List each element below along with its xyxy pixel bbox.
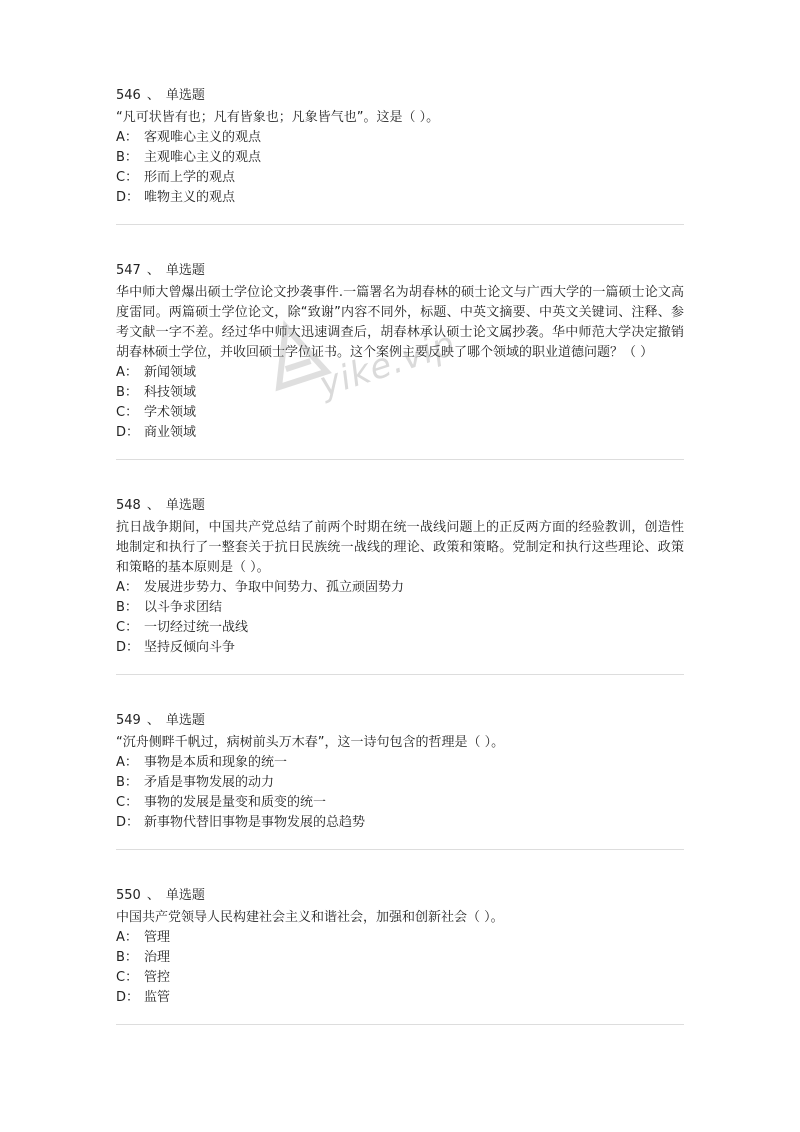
question-number: 547 xyxy=(116,263,141,278)
question-separator: 、 xyxy=(146,263,160,278)
option-letter: C： xyxy=(116,170,139,185)
question-header xyxy=(116,261,684,281)
question-number: 548 xyxy=(116,498,141,513)
option-letter: B： xyxy=(116,950,138,965)
question-number: 550 xyxy=(116,888,141,903)
option-letter: C： xyxy=(116,795,139,810)
option-a xyxy=(116,363,684,383)
question-separator: 、 xyxy=(146,88,160,103)
option-letter: A： xyxy=(116,930,138,945)
question-type: 单选题 xyxy=(165,713,205,728)
option-letter: B： xyxy=(116,150,138,165)
option-text: 管控 xyxy=(144,970,171,985)
option-b xyxy=(116,598,684,618)
option-text: 客观唯心主义的观点 xyxy=(144,130,262,145)
option-a xyxy=(116,928,684,948)
option-text: 坚持反倾向斗争 xyxy=(144,640,236,655)
question-header xyxy=(116,496,684,516)
option-d xyxy=(116,813,684,833)
question-number: 546 xyxy=(116,88,141,103)
question-separator: 、 xyxy=(146,713,160,728)
option-letter: B： xyxy=(116,385,138,400)
option-b xyxy=(116,148,684,168)
option-text: 唯物主义的观点 xyxy=(144,190,236,205)
option-letter: D： xyxy=(116,190,140,205)
watermark-text: yike.vip xyxy=(314,323,461,406)
question-stem: 华中师大曾爆出硕士学位论文抄袭事件.一篇署名为胡春林的硕士论文与广西大学的一篇硕士论文高度雷同。两篇硕士学位论文，除“致谢”内容不同外，标题、中英文摘要、中英文关键词、注释、参考文献一字不差。经过华中师大迅速调查后，胡春林承认硕士论文属抄袭。华中师范大学决定撤销胡春林硕士学位，并收回硕士学位证书。这个案例主要反映了哪个领域的职业道德问题？（ ） xyxy=(116,285,684,360)
option-a xyxy=(116,753,684,773)
option-text: 事物的发展是量变和质变的统一 xyxy=(144,795,327,810)
question-separator: 、 xyxy=(146,498,160,513)
option-letter: D： xyxy=(116,425,140,440)
option-text: 形而上学的观点 xyxy=(144,170,236,185)
question-stem: “沉舟侧畔千帆过，病树前头万木春”，这一诗句包含的哲理是（ ）。 xyxy=(116,735,505,750)
option-c xyxy=(116,968,684,988)
question-stem: 中国共产党领导人民构建社会主义和谐社会，加强和创新社会（ ）。 xyxy=(116,910,504,925)
option-text: 商业领域 xyxy=(144,425,197,440)
option-letter: C： xyxy=(116,620,139,635)
question-type: 单选题 xyxy=(165,263,205,278)
question-type: 单选题 xyxy=(165,88,205,103)
option-letter: B： xyxy=(116,775,138,790)
option-b xyxy=(116,383,684,403)
question-stem: “凡可状皆有也；凡有皆象也；凡象皆气也”。这是（ ）。 xyxy=(116,110,440,125)
question-549 xyxy=(116,703,684,850)
option-text: 监管 xyxy=(144,990,171,1005)
option-letter: C： xyxy=(116,405,139,420)
option-text: 新闻领域 xyxy=(144,365,197,380)
question-547 xyxy=(116,253,684,460)
option-b xyxy=(116,773,684,793)
option-letter: D： xyxy=(116,640,140,655)
option-letter: B： xyxy=(116,600,138,615)
option-text: 治理 xyxy=(144,950,171,965)
option-text: 管理 xyxy=(144,930,171,945)
option-c xyxy=(116,618,684,638)
option-letter: A： xyxy=(116,130,138,145)
question-number: 549 xyxy=(116,713,141,728)
option-text: 发展进步势力、争取中间势力、孤立顽固势力 xyxy=(144,580,405,595)
question-stem: 抗日战争期间，中国共产党总结了前两个时期在统一战线问题上的正反两方面的经验教训，创造性地制定和执行了一整套关于抗日民族统一战线的理论、政策和策略。党制定和执行这些理论、政策和策略的基本原则是（ ）。 xyxy=(116,520,684,575)
option-d xyxy=(116,638,684,658)
option-c xyxy=(116,403,684,423)
option-a xyxy=(116,128,684,148)
option-letter: A： xyxy=(116,365,138,380)
question-type: 单选题 xyxy=(165,498,205,513)
question-list xyxy=(116,78,684,1053)
question-type: 单选题 xyxy=(165,888,205,903)
option-d xyxy=(116,423,684,443)
option-text: 一切经过统一战线 xyxy=(144,620,249,635)
option-a xyxy=(116,578,684,598)
question-548 xyxy=(116,488,684,675)
question-546 xyxy=(116,78,684,225)
question-550 xyxy=(116,878,684,1025)
option-letter: D： xyxy=(116,815,140,830)
option-text: 科技领域 xyxy=(144,385,197,400)
option-letter: C： xyxy=(116,970,139,985)
option-text: 事物是本质和现象的统一 xyxy=(144,755,288,770)
option-text: 以斗争求团结 xyxy=(144,600,223,615)
option-d xyxy=(116,988,684,1008)
question-header xyxy=(116,886,684,906)
option-text: 新事物代替旧事物是事物发展的总趋势 xyxy=(144,815,366,830)
option-c xyxy=(116,168,684,188)
option-c xyxy=(116,793,684,813)
option-text: 学术领域 xyxy=(144,405,197,420)
option-letter: D： xyxy=(116,990,140,1005)
question-header xyxy=(116,711,684,731)
option-letter: A： xyxy=(116,755,138,770)
option-text: 主观唯心主义的观点 xyxy=(144,150,262,165)
question-separator: 、 xyxy=(146,888,160,903)
option-letter: A： xyxy=(116,580,138,595)
option-text: 矛盾是事物发展的动力 xyxy=(144,775,275,790)
option-d xyxy=(116,188,684,208)
option-b xyxy=(116,948,684,968)
question-header xyxy=(116,86,684,106)
